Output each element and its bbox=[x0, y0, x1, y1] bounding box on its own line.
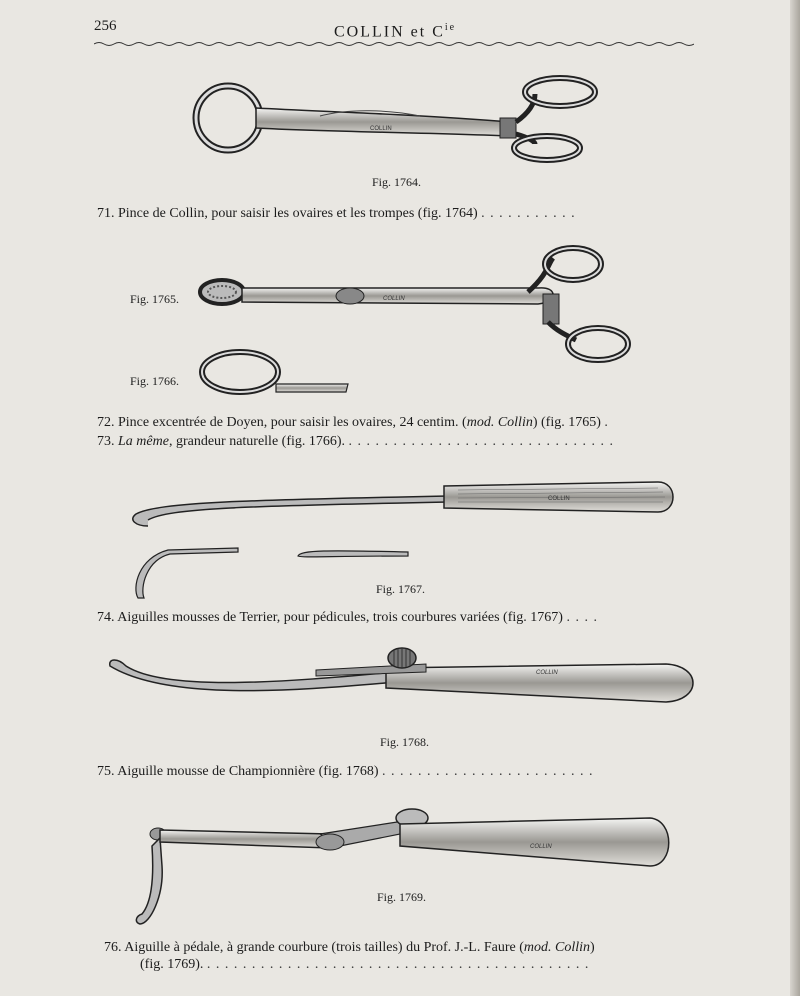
entry-73-text: , grandeur naturelle (fig. 1766). bbox=[168, 434, 346, 449]
entry-75-leaders: . . . . . . . . . . . . . . . . . . . . . . . . bbox=[382, 764, 594, 779]
entry-73-number: 73. bbox=[97, 434, 115, 449]
entry-75 bbox=[97, 764, 594, 780]
entry-72-text-after: ) (fig. 1765) bbox=[532, 415, 601, 430]
entry-71 bbox=[97, 206, 576, 222]
fig-1765-stamp: COLLIN bbox=[383, 296, 405, 302]
entry-73 bbox=[97, 434, 614, 450]
entry-76-leaders: . . . . . . . . . . . . . . . . . . . . . . . . . . . . . . . . . . . . . . . . . . . bbox=[206, 957, 590, 972]
entry-74-text: Aiguilles mousses de Terrier, pour pédicules, trois courbures variées (fig. 1767) bbox=[117, 610, 563, 625]
page-edge bbox=[790, 0, 800, 996]
entry-72 bbox=[97, 415, 609, 431]
entry-72-number: 72. bbox=[97, 415, 115, 430]
entry-75-text: Aiguille mousse de Championnière (fig. 1768) bbox=[117, 764, 379, 779]
fig-1767-caption: Fig. 1767. bbox=[376, 582, 426, 596]
entry-76 bbox=[104, 940, 595, 956]
entry-76-italic: mod. Collin bbox=[523, 940, 591, 955]
fig-1764-forceps-illustration bbox=[190, 72, 610, 172]
fig-1769-pedal-needle-illustration bbox=[130, 806, 675, 932]
fig-1764-caption: Fig. 1764. bbox=[372, 175, 422, 189]
entry-76-text-after: ) bbox=[590, 940, 595, 955]
fig-1766-caption: Fig. 1766. bbox=[130, 374, 180, 388]
entry-76-text: Aiguille à pédale, à grande courbure (trois tailles) du Prof. J.-L. Faure ( bbox=[124, 940, 524, 955]
entry-76-line2-text: (fig. 1769). bbox=[140, 957, 204, 972]
entry-71-text: Pince de Collin, pour saisir les ovaires et les trompes (fig. 1764) bbox=[118, 206, 478, 221]
fig-1766-jaw-detail-illustration bbox=[200, 348, 360, 398]
fig-1768-stamp: COLLIN bbox=[536, 670, 558, 676]
fig-1765-caption: Fig. 1765. bbox=[130, 292, 180, 306]
entry-72-italic: mod. Collin bbox=[466, 415, 533, 430]
running-title-sup: ie bbox=[444, 22, 457, 33]
entry-74 bbox=[97, 610, 598, 626]
entry-72-text: Pince excentrée de Doyen, pour saisir les ovaires, 24 centim. ( bbox=[118, 415, 467, 430]
entry-71-number: 71. bbox=[97, 206, 115, 221]
fig-1768-championniere-needle-illustration bbox=[106, 644, 700, 714]
fig-1767-stamp: COLLIN bbox=[548, 496, 570, 502]
entry-71-leaders: . . . . . . . . . . . bbox=[481, 206, 576, 221]
fig-1764-stamp: COLLIN bbox=[370, 126, 392, 132]
fig-1769-stamp: COLLIN bbox=[530, 844, 552, 850]
entry-74-leaders: . . . . bbox=[566, 610, 598, 625]
running-title bbox=[334, 22, 456, 41]
entry-73-leaders: . . . . . . . . . . . . . . . . . . . . . . . . . . . . . . bbox=[348, 434, 615, 449]
entry-73-italic-lead: La même bbox=[118, 434, 169, 449]
entry-72-leaders: . bbox=[604, 415, 609, 430]
entry-76-line2 bbox=[140, 957, 589, 973]
header-rule bbox=[94, 40, 694, 48]
entry-74-number: 74. bbox=[97, 610, 115, 625]
fig-1769-caption: Fig. 1769. bbox=[377, 890, 427, 904]
page-header bbox=[94, 18, 694, 42]
fig-1768-caption: Fig. 1768. bbox=[380, 735, 430, 749]
entry-75-number: 75. bbox=[97, 764, 115, 779]
page-number: 256 bbox=[94, 18, 117, 34]
entry-76-number: 76. bbox=[104, 940, 122, 955]
running-title-text: COLLIN et C bbox=[334, 23, 445, 41]
